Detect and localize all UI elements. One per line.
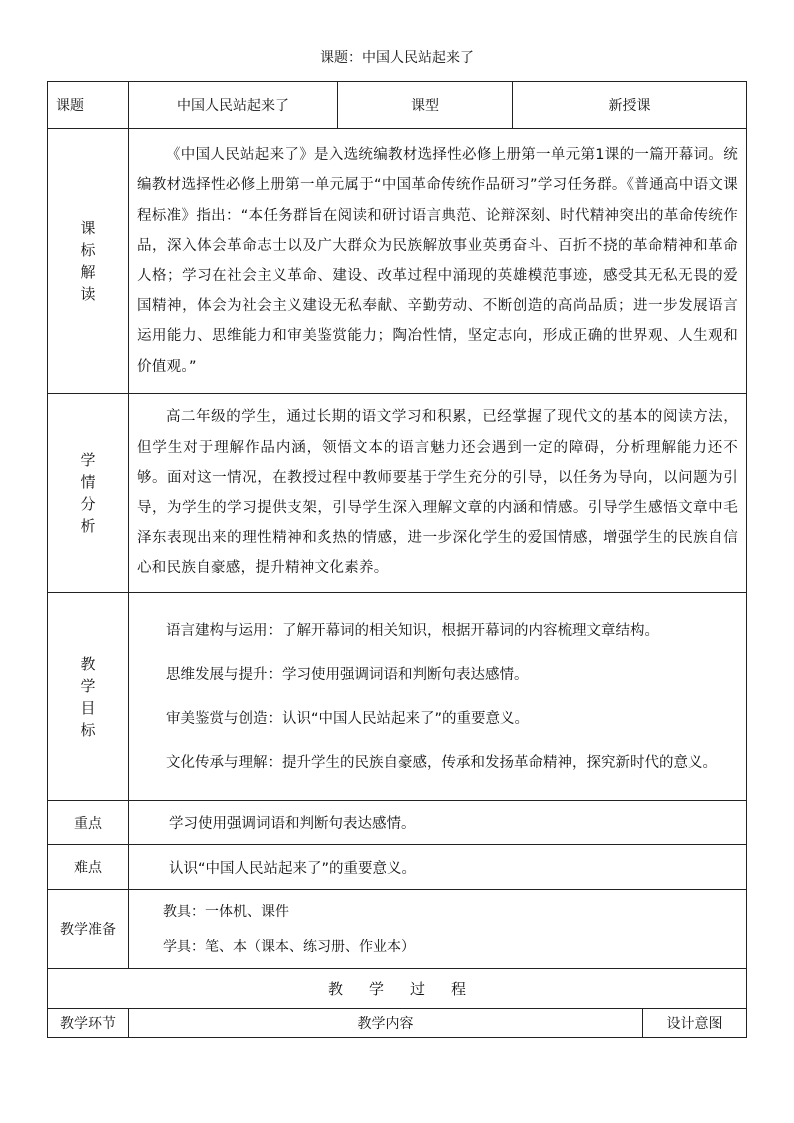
teaching-goals-label-char: 学 bbox=[80, 676, 96, 695]
teaching-goals-label-char: 教 bbox=[80, 654, 96, 673]
student-analysis-text: 高二年级的学生，通过长期的语文学习和积累，已经掌握了现代文的基本的阅读方法，但学生对于理解作品内涵，领悟文本的语言魅力还会遇到一定的障碍，分析理解能力还不够。面对这一情况，在教授过程中教师要基于学生充分的引导，以任务为导向，以问题为引导，为学生的学习提供支架，引导学生深入理解文章的内涵和情感。引导学生感悟文章中毛泽东表现出来的理性精神和炙热的情感，进一步深化学生的爱国情感，增强学生的民族自信心和民族自豪感，提升精神文化素养。 bbox=[137, 409, 738, 577]
lesson-plan-table bbox=[47, 81, 747, 1038]
preparation-content bbox=[129, 890, 747, 969]
teaching-goals-label-char: 目 bbox=[80, 698, 96, 717]
student-analysis-content bbox=[129, 394, 747, 593]
difficulty-label: 难点 bbox=[48, 845, 129, 890]
goal-item: 思维发展与提升：学习使用强调词语和判断句表达感情。 bbox=[166, 666, 529, 683]
student-analysis-row bbox=[48, 394, 747, 593]
topic-value: 中国人民站起来了 bbox=[129, 82, 338, 129]
lesson-type-value: 新授课 bbox=[513, 82, 747, 129]
student-analysis-label-char: 学 bbox=[80, 451, 96, 469]
key-point-content bbox=[129, 801, 747, 845]
standards-label-char: 读 bbox=[80, 285, 96, 303]
difficulty-row bbox=[48, 845, 747, 890]
standards-content bbox=[129, 129, 747, 394]
page-title: 课题：中国人民站起来了 bbox=[320, 50, 474, 66]
content-column-header: 教学内容 bbox=[129, 1009, 643, 1038]
key-point-row bbox=[48, 801, 747, 845]
process-columns-row bbox=[48, 1009, 747, 1038]
student-analysis-label-char: 情 bbox=[80, 473, 96, 491]
topic-label: 课题 bbox=[48, 82, 129, 129]
preparation-label: 教学准备 bbox=[48, 890, 129, 969]
lesson-type-label: 课型 bbox=[338, 82, 513, 129]
teacher-tools-text: 教具：一体机、课件 bbox=[163, 903, 289, 920]
preparation-row bbox=[48, 890, 747, 969]
key-point-text: 学习使用强调词语和判断句表达感情。 bbox=[169, 816, 416, 832]
process-heading-row bbox=[48, 969, 747, 1009]
student-tools-text: 学具：笔、本（课本、练习册、作业本） bbox=[163, 938, 415, 955]
standards-row bbox=[48, 129, 747, 394]
key-point-label: 重点 bbox=[48, 801, 129, 845]
process-heading: 教学过程 bbox=[48, 969, 747, 1009]
teaching-goals-label-char: 标 bbox=[80, 720, 96, 739]
standards-label bbox=[48, 129, 129, 394]
student-analysis-label bbox=[48, 394, 129, 593]
goal-item: 语言建构与运用：了解开幕词的相关知识，根据开幕词的内容梳理文章结构。 bbox=[166, 622, 659, 639]
student-analysis-label-char: 分 bbox=[80, 495, 96, 513]
teaching-goals-row bbox=[48, 593, 747, 801]
student-analysis-label-char: 析 bbox=[80, 517, 96, 535]
difficulty-content bbox=[129, 845, 747, 890]
standards-label-char: 标 bbox=[80, 241, 96, 259]
goal-item: 文化传承与理解：提升学生的民族自豪感，传承和发扬革命精神，探究新时代的意义。 bbox=[166, 754, 717, 771]
standards-label-char: 解 bbox=[80, 263, 96, 281]
teaching-goals-content bbox=[129, 593, 747, 801]
topic-row bbox=[48, 82, 747, 129]
intent-column-header: 设计意图 bbox=[643, 1009, 747, 1038]
stage-column-header: 教学环节 bbox=[48, 1009, 129, 1038]
teaching-goals-label bbox=[48, 593, 129, 801]
standards-text: 《中国人民站起来了》是入选统编教材选择性必修上册第一单元第1课的一篇开幕词。统编教材选择性必修上册第一单元属于“中国革命传统作品研习”学习任务群。《普通高中语文课程标准》指出：“本任务群旨在阅读和研讨语言典范、论辩深刻、时代精神突出的革命传统作品，深入体会革命志士以及广大群众为民族解放事业英勇奋斗、百折不挠的革命精神和革命人格；学习在社会主义革命、建设、改革过程中涌现的英雄模范事迹，感受其无私无畏的爱国精神，体会为社会主义建设无私奉献、辛勤劳动、不断创造的高尚品质；进一步发展语言运用能力、思维能力和审美鉴赏能力；陶冶性情，坚定志向，形成正确的世界观、人生观和价值观。” bbox=[137, 147, 738, 375]
difficulty-text: 认识“中国人民站起来了”的重要意义。 bbox=[169, 860, 417, 877]
goal-item: 审美鉴赏与创造：认识“中国人民站起来了”的重要意义。 bbox=[166, 710, 530, 727]
standards-label-char: 课 bbox=[80, 219, 96, 237]
